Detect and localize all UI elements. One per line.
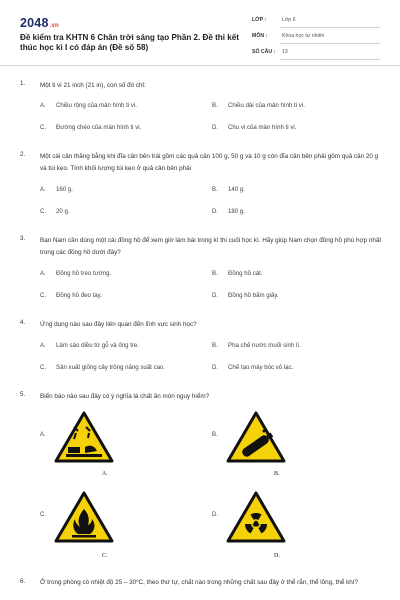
meta-underline — [280, 27, 380, 28]
document-header — [0, 0, 400, 66]
answer-option-d[interactable]: D. 180 g. — [212, 208, 245, 215]
answer-option-a[interactable]: A. Đồng hồ treo tường. — [40, 270, 112, 277]
sign-caption: C. — [102, 553, 108, 559]
answer-option-d[interactable]: D. Chu vi của màn hình ti vi. — [212, 124, 297, 131]
answer-option-b[interactable]: B. Đồng hồ cát. — [212, 270, 263, 277]
answer-option-d[interactable]: D. Chế tạo máy bóc vỏ lạc. — [212, 364, 294, 371]
radioactive-icon — [226, 491, 286, 543]
answer-option-a[interactable]: A. 160 g. — [40, 186, 73, 193]
sign-caption: A. — [102, 471, 108, 477]
question-number: 5. — [20, 391, 26, 398]
document-meta — [252, 14, 380, 62]
question-2 — [20, 151, 382, 226]
sign-caption: B. — [274, 471, 280, 477]
question-number: 2. — [20, 151, 26, 158]
option-letter: B. — [212, 431, 218, 438]
answer-option-a[interactable] — [40, 411, 160, 481]
answer-option-d[interactable] — [212, 491, 332, 563]
meta-value: Khoa học tự nhiên — [282, 33, 325, 39]
answer-option-c[interactable]: C. Sản xuất giống cây trồng năng suất cao. — [40, 364, 166, 371]
question-text: Ở trong phòng có nhiệt độ 25 – 30⁰C, theo thứ tự, chất nào trong những chất sau đây ở thể rắn, thể lỏng, thể khí? — [40, 579, 359, 586]
document-title: Đề kiểm tra KHTN 6 Chân trời sáng tạo Phần 2. Đề thi kết thúc học kì I có đáp án (Đề số 58) — [20, 33, 239, 52]
option-letter: C. — [40, 511, 47, 518]
logo-suffix-text: .vn — [49, 23, 59, 29]
logo-main-text: 2048 — [20, 16, 49, 30]
question-number: 6. — [20, 578, 26, 585]
meta-underline — [280, 43, 380, 44]
meta-label: SỐ CÂU : — [252, 49, 276, 55]
answer-option-a[interactable]: A. Làm sáo diều từ gỗ và ống tre. — [40, 342, 140, 349]
question-1 — [20, 80, 382, 140]
question-3 — [20, 235, 382, 310]
question-text: Một ti vi 21 inch (21 in), con số đó chỉ: — [40, 82, 146, 89]
question-6 — [20, 578, 382, 600]
question-4 — [20, 319, 382, 379]
answer-option-b[interactable]: B. Chiều dài của màn hình ti vi. — [212, 102, 305, 109]
answer-option-c[interactable]: C. Đồng hồ đeo tay. — [40, 292, 102, 299]
answer-option-d[interactable]: D. Đồng hồ bấm giây. — [212, 292, 279, 299]
meta-value: 13 — [282, 49, 288, 55]
answer-option-c[interactable] — [40, 491, 160, 563]
answer-option-c[interactable]: C. 20 g. — [40, 208, 70, 215]
question-text: Ứng dụng nào sau đây liên quan đến lĩnh vực sinh học? — [40, 321, 197, 328]
flammable-icon — [54, 491, 114, 543]
option-letter: A. — [40, 431, 46, 438]
meta-underline — [280, 59, 380, 60]
answer-option-b[interactable] — [212, 411, 332, 481]
answer-option-c[interactable]: C. Đường chéo của màn hình ti vi. — [40, 124, 142, 131]
question-text: Biển báo nào sau đây có ý nghĩa là chất ăn mòn nguy hiểm? — [40, 393, 210, 400]
meta-label: LỚP : — [252, 17, 267, 23]
answer-option-b[interactable]: B. 140 g. — [212, 186, 245, 193]
option-letter: D. — [212, 511, 219, 518]
question-text: Một cái cân thăng bằng khi đĩa cân bên trái gồm các quả cân 100 g, 50 g và 10 g còn đĩa cân bên phải gồm quả cân 20 g và túi kẹo. Tính khối lượng túi kẹo ở quả cân bên phải — [40, 153, 379, 172]
site-logo[interactable] — [20, 16, 59, 30]
answer-option-a[interactable]: A. Chiều rộng của màn hình ti vi. — [40, 102, 137, 109]
question-5 — [20, 391, 382, 571]
meta-value: Lớp 6 — [282, 17, 296, 23]
question-number: 1. — [20, 80, 26, 87]
compressed-gas-icon — [226, 411, 286, 463]
meta-row-class — [252, 14, 380, 30]
meta-row-subject — [252, 30, 380, 46]
question-text: Bạn Nam cần dùng một cái đồng hồ để xem giờ làm bài trong kì thi cuối học kì. Hãy giúp Nam chọn đồng hồ phù hợp nhất trong các đồng hồ dưới đây? — [40, 237, 382, 256]
meta-row-question-count — [252, 46, 380, 62]
meta-label: MÔN : — [252, 33, 268, 39]
answer-option-b[interactable]: B. Pha chế nước muối sinh lí. — [212, 342, 301, 349]
corrosive-icon — [54, 411, 114, 463]
question-number: 4. — [20, 319, 26, 326]
sign-caption: D. — [274, 553, 280, 559]
question-number: 3. — [20, 235, 26, 242]
